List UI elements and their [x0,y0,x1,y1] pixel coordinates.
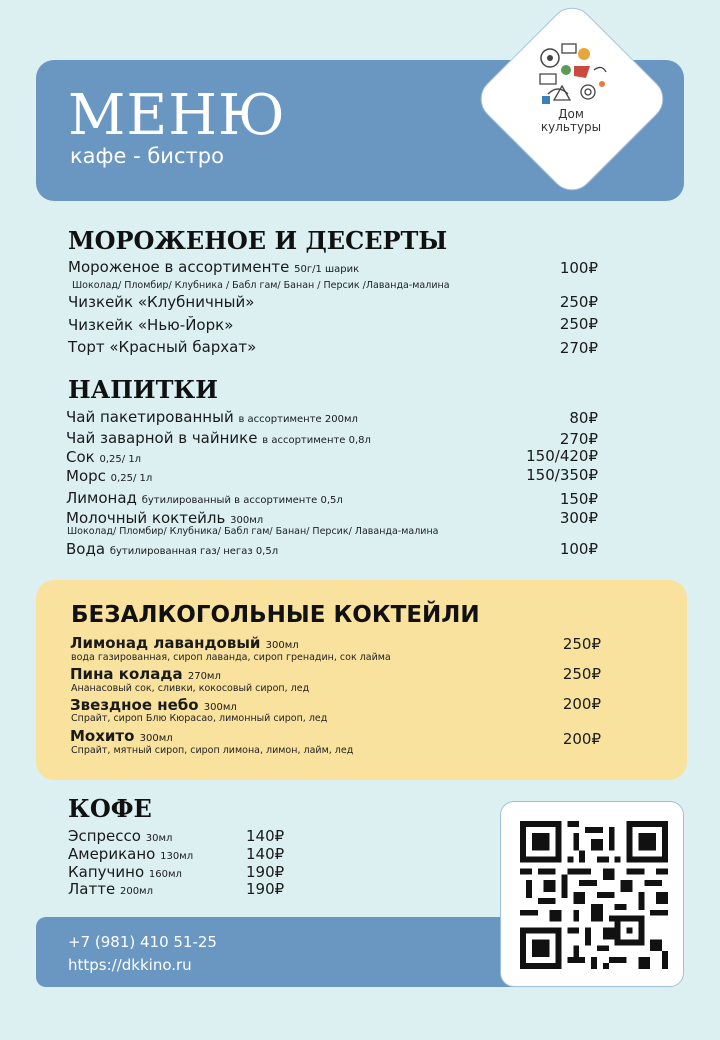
item-note: бутилированный в ассортименте 0,5л [141,495,343,506]
item-price: 250₽ [562,635,601,653]
item-note: в ассортименте 0,8л [262,435,371,446]
page-subtitle: кафе - бистро [70,144,224,168]
item-name: Морс [66,467,106,485]
item-price: 100₽ [559,540,598,558]
cocktails-title: БЕЗАЛКОГОЛЬНЫЕ КОКТЕЙЛИ [71,602,480,628]
item-price: 250₽ [559,315,598,333]
item-note: 300мл [265,640,299,651]
item-name: Звездное небо [70,696,199,714]
dessert-item: Чизкейк «Нью-Йорк» [68,316,234,334]
item-price: 150/350₽ [526,466,598,484]
item-note: 300мл [230,515,264,526]
item-price: 140₽ [246,827,285,845]
item-price: 300₽ [559,509,598,527]
item-price: 150/420₽ [526,447,598,465]
drink-item [66,539,278,562]
drink-item [66,466,152,489]
item-note: 300мл [139,733,173,744]
item-description: Ананасовый сок, сливки, кокосовый сироп, лед [71,683,310,694]
item-note: 300мл [203,702,237,713]
item-name: Вода [66,540,106,558]
coffee-title: КОФЕ [68,794,152,823]
item-name: Мороженое в ассортименте [68,258,290,276]
item-note: бутилированная газ/ негаз 0,5л [109,546,279,557]
contacts-footer [36,917,536,987]
item-price: 80₽ [569,409,598,427]
item-name: Чай пакетированный [66,408,234,426]
item-description: Шоколад/ Пломбир/ Клубника/ Бабл гам/ Банан/ Персик/ Лаванда-малина [67,526,439,537]
item-price: 100₽ [559,259,598,277]
website-link[interactable]: https://dkkino.ru [68,956,192,974]
dessert-item: Чизкейк «Клубничный» [68,293,255,311]
logo-text [527,108,615,134]
item-name: Чай заварной в чайнике [66,429,258,447]
item-price: 190₽ [246,863,285,881]
item-name: Молочный коктейль [66,509,226,527]
item-name: Лимонад [66,489,137,507]
item-description: Шоколад/ Пломбир/ Клубника / Бабл гам/ Банан / Персик /Лаванда-малина [72,280,450,291]
item-price: 200₽ [562,730,601,748]
item-price: 150₽ [559,490,598,508]
item-note: 0,25/ 1л [110,473,153,484]
item-price: 270₽ [559,430,598,448]
logo-text-line1: Дом [558,107,584,121]
item-name: Капучино [68,863,145,881]
item-name: Мохито [70,727,135,745]
item-description: Спрайт, сироп Блю Кюрасао, лимонный сироп, лед [71,713,328,724]
item-note: 200мл [119,886,153,897]
dessert-item-ice-cream [68,257,359,280]
desserts-title: МОРОЖЕНОЕ И ДЕСЕРТЫ [68,226,448,255]
drinks-title: НАПИТКИ [68,375,218,404]
item-note: 130мл [160,851,194,862]
item-price: 270₽ [559,339,598,357]
item-name: Лимонад лавандовый [70,634,261,652]
item-name: Сок [66,448,95,466]
item-price: 250₽ [562,665,601,683]
logo-text-line2: культуры [540,120,602,134]
item-price: 250₽ [559,293,598,311]
item-note: 160мл [148,869,182,880]
drink-item [66,407,358,430]
item-note: 270мл [187,671,221,682]
qr-code-icon[interactable] [520,821,668,969]
coffee-item [68,879,153,902]
item-note: 50г/1 шарик [294,264,360,275]
dessert-item: Торт «Красный бархат» [68,338,257,356]
item-description: вода газированная, сироп лаванда, сироп гренадин, сок лайма [71,652,391,663]
item-price: 140₽ [246,845,285,863]
page-title: МЕНЮ [68,83,286,148]
item-note: 30мл [145,833,173,844]
item-description: Спрайт, мятный сироп, сироп лимона, лимон, лайм, лед [71,745,354,756]
item-price: 190₽ [246,880,285,898]
item-name: Пина колада [70,665,183,683]
item-note: 0,25/ 1л [99,454,142,465]
item-price: 200₽ [562,695,601,713]
item-name: Эспрессо [68,827,141,845]
item-note: в ассортименте 200мл [238,414,358,425]
phone-number[interactable]: +7 (981) 410 51-25 [68,933,217,951]
item-name: Американо [68,845,156,863]
item-name: Латте [68,880,116,898]
